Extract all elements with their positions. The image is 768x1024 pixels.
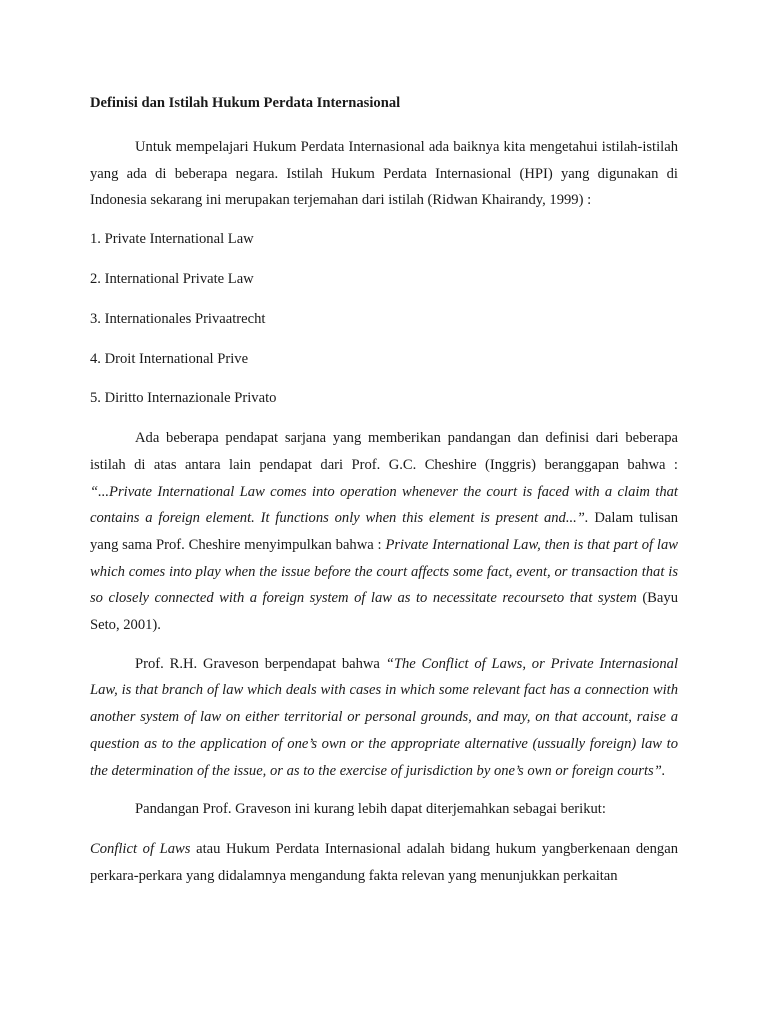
paragraph-text: Prof. R.H. Graveson berpendapat bahwa <box>135 655 386 672</box>
list-item: 4. Droit International Prive <box>90 350 249 367</box>
graveson-paragraph <box>90 651 678 785</box>
translation-paragraph <box>90 836 678 889</box>
paragraph-text: Ada beberapa pendapat sarjana yang memberikan pandangan dan definisi dari beberapa istilah di atas antara lain pendapat dari Prof. G.C. Cheshire (Inggris) beranggapan bahwa : <box>90 430 678 473</box>
paragraph-text: atau Hukum Perdata Internasional adalah bidang hukum yangberkenaan dengan perkara-perkara yang didalamnya mengandung fakta relevan yang menunjukkan perkaitan <box>90 841 678 884</box>
document-page <box>90 90 678 889</box>
paragraph-text: Dalam tulisan yang sama Prof. Cheshire menyimpulkan bahwa : <box>90 510 678 553</box>
list-item: 2. International Private Law <box>90 270 254 287</box>
citation: (Bayu Seto, 2001). <box>90 590 678 634</box>
cheshire-quote-1: “...Private International Law comes into operation whenever the court is faced with a claim that contains a foreign element. It functions only when this element is present and...”. <box>90 483 678 527</box>
intro-paragraph: Untuk mempelajari Hukum Perdata Internasional ada baiknya kita mengetahui istilah-istilah yang ada di beberapa negara. Istilah Hukum Perdata Internasional (HPI) yang digunakan di Indonesia sekarang ini merupakan terjemahan dari istilah (Ridwan Khairandy, 1999) : <box>90 139 678 209</box>
translation-intro-paragraph: Pandangan Prof. Graveson ini kurang lebih dapat diterjemahkan sebagai berikut: <box>135 801 606 818</box>
cheshire-quote-2: Private International Law, then is that part of law which comes into play when the issue before the court affects some fact, event, or transaction that is so closely connected with a foreign system of law as to necessitate recourseto that system <box>90 536 678 607</box>
terms-list <box>90 226 678 411</box>
list-item: 1. Private International Law <box>90 231 254 248</box>
cheshire-paragraph <box>90 425 678 639</box>
list-item: 5. Diritto Internazionale Privato <box>90 390 277 407</box>
list-item: 3. Internationales Privaatrecht <box>90 310 266 327</box>
graveson-quote: “The Conflict of Laws, or Private Internasional Law, is that branch of law which deals with cases in which some relevant fact has a connection with another system of law on either territorial or personal grounds, and may, on that account, raise a question as to the application of one’s own or the appropriate alternative (ussually foreign) law to the determination of the issue, or as to the exercise of jurisdiction by one’s own or foreign courts”. <box>90 655 678 779</box>
term-conflict-of-laws: Conflict of Laws <box>90 841 191 858</box>
document-title: Definisi dan Istilah Hukum Perdata Internasional <box>90 95 401 111</box>
